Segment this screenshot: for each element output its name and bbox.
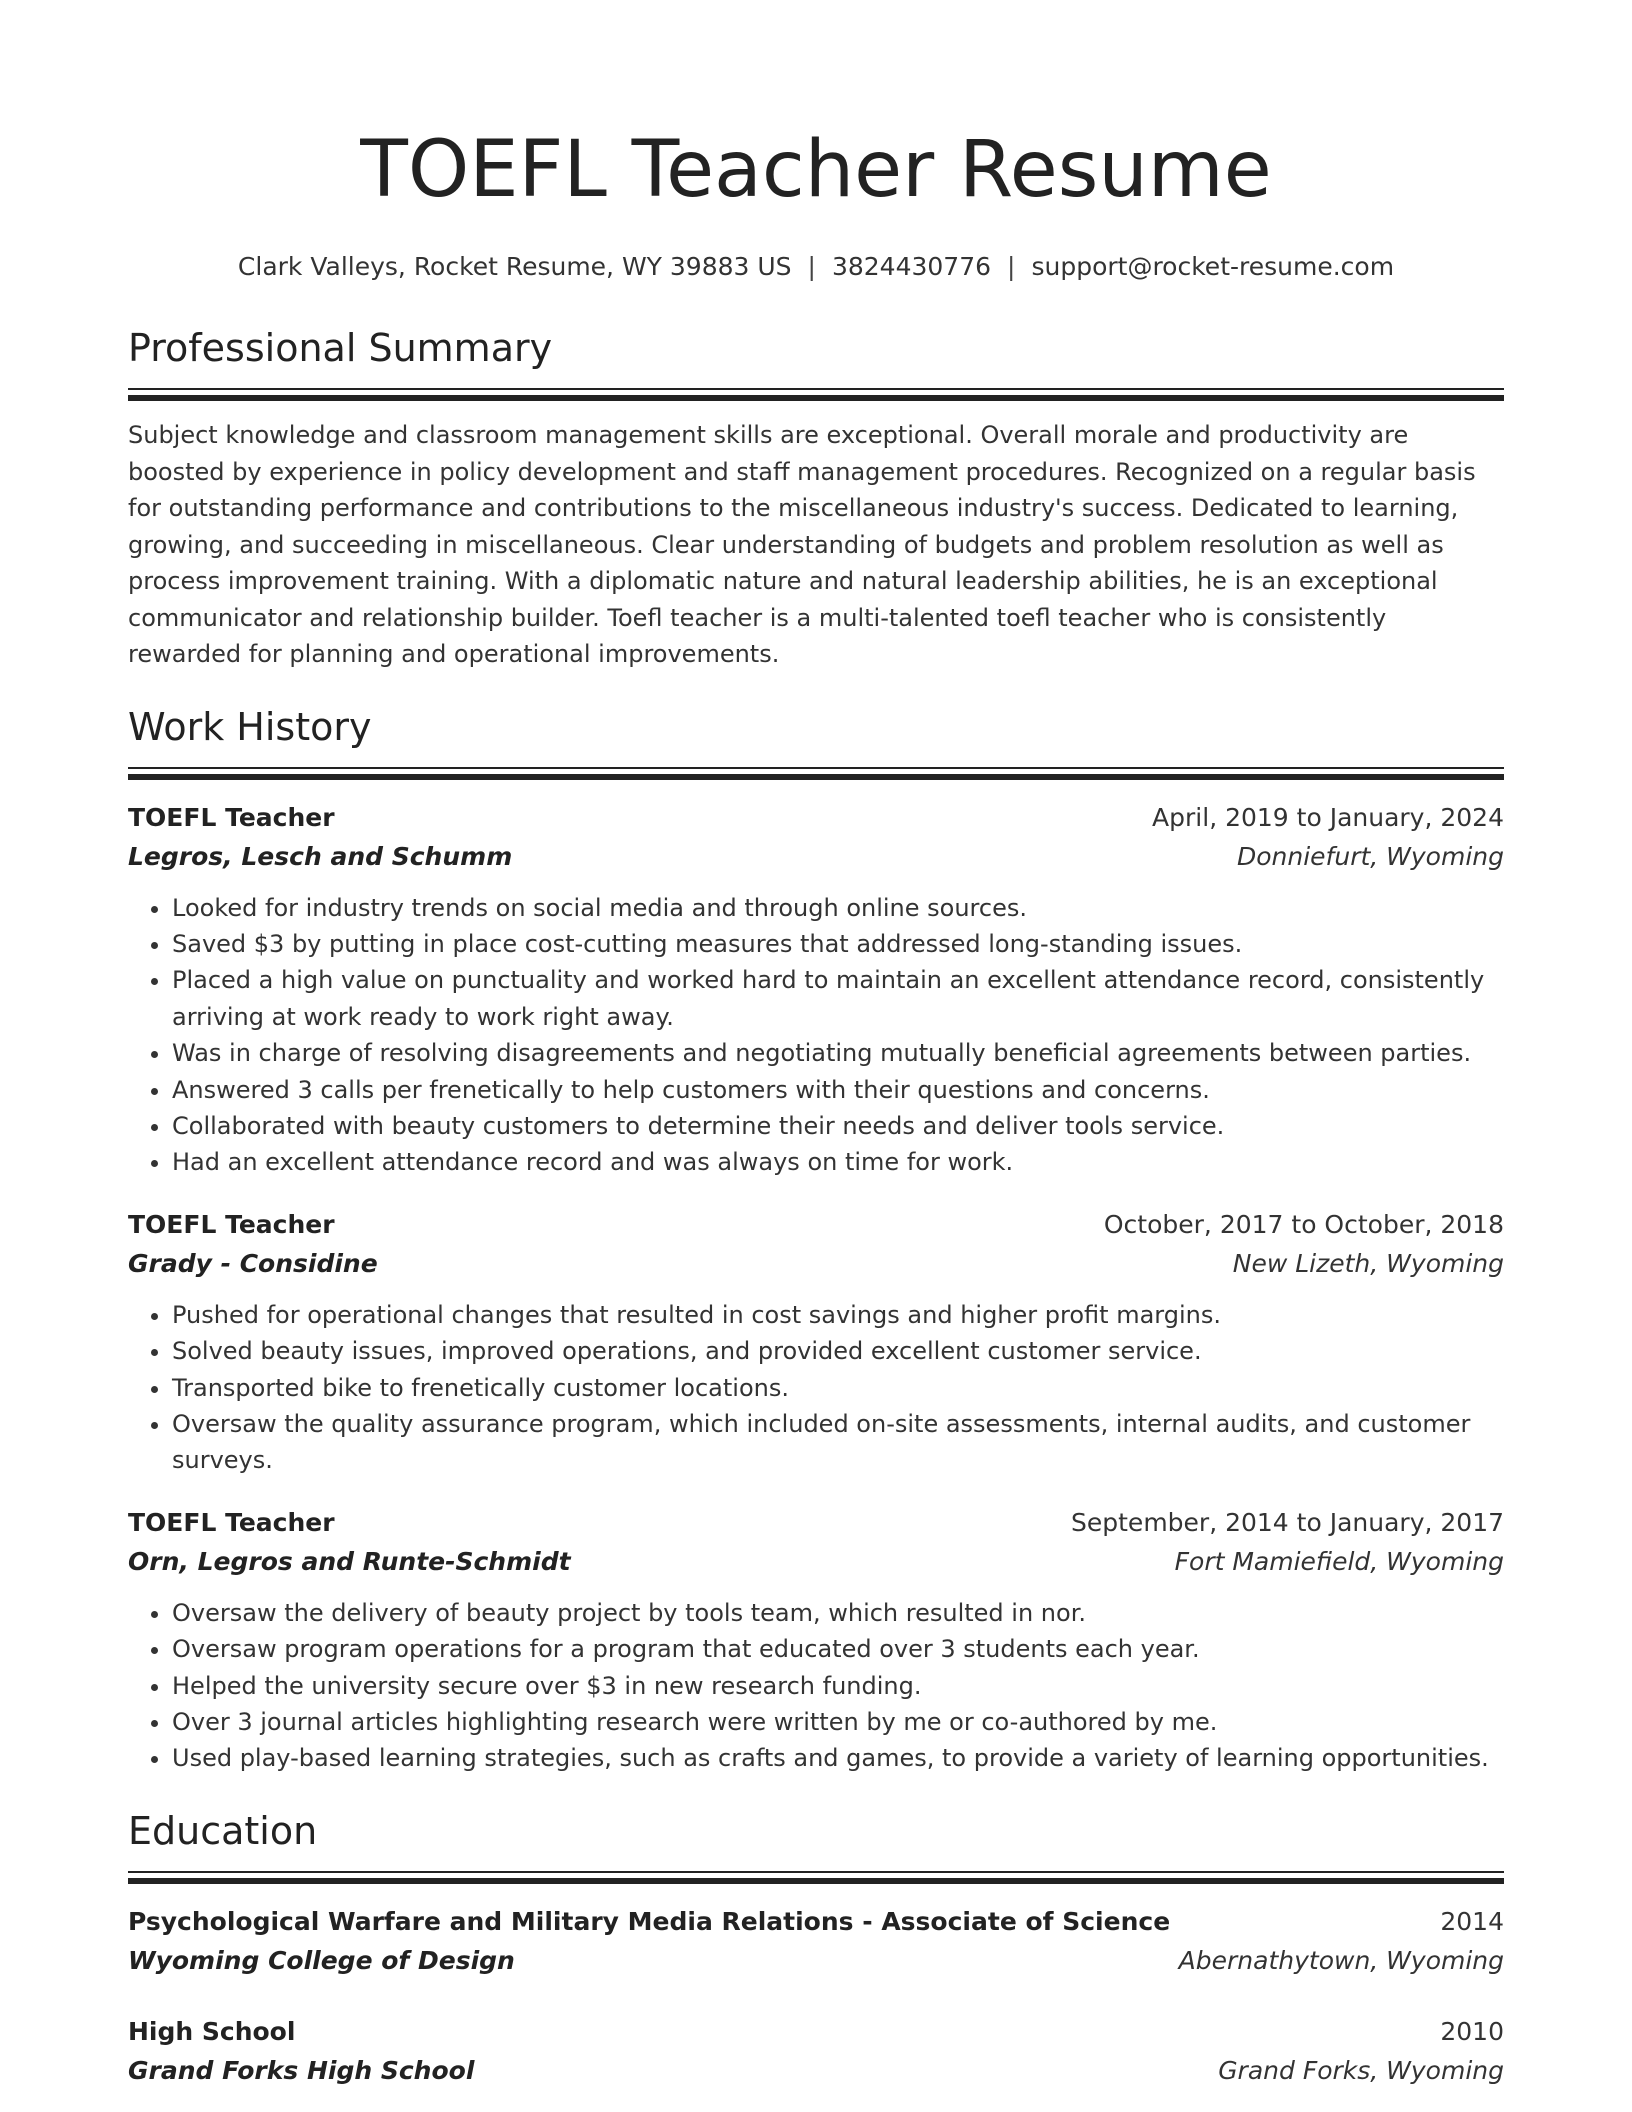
contact-separator: | — [807, 252, 816, 281]
bullet-item: • Over 3 journal articles highlighting research were written by me or co-authored by me. — [172, 1704, 1504, 1740]
job-title: TOEFL Teacher — [128, 1507, 335, 1537]
bullet-item: • Oversaw the quality assurance program, which included on-site assessments, internal audits, and customer surveys. — [172, 1406, 1504, 1479]
job-employer: Legros, Lesch and Schumm — [128, 841, 513, 871]
section-divider — [128, 767, 1504, 780]
page-title: TOEFL Teacher Resume — [360, 125, 1272, 215]
bullet-item: • Used play-based learning strategies, such as crafts and games, to provide a variety of learning opportunities. — [172, 1740, 1504, 1776]
contact-phone: 3824430776 — [831, 252, 992, 281]
education-year: 2010 — [1440, 2016, 1504, 2046]
job-dates: October, 2017 to October, 2018 — [1103, 1209, 1504, 1239]
work-history-section — [128, 701, 1504, 1777]
section-divider — [128, 1871, 1504, 1884]
education-location: Grand Forks, Wyoming — [1218, 2055, 1504, 2085]
job-entry — [128, 1503, 1504, 1777]
summary-heading: Professional Summary — [128, 326, 553, 370]
job-employer: Orn, Legros and Runte-Schmidt — [128, 1546, 571, 1576]
education-location: Abernathytown, Wyoming — [1178, 1945, 1504, 1975]
summary-text: Subject knowledge and classroom management skills are exceptional. Overall morale and productivity are boosted by experience in policy development and staff management procedures. Recognized on a regular basis for outstanding performance and contributions to the miscellaneous industry's success. Dedicated to learning, growing, and succeeding in miscellaneous. Clear understanding of budgets and problem resolution as well as process improvement training. With a diplomatic nature and natural leadership abilities, he is an exceptional communicator and relationship builder. Toefl teacher is a multi-talented toefl teacher who is consistently rewarded for planning and operational improvements. — [128, 421, 1476, 668]
job-bullets — [128, 1297, 1504, 1479]
contact-line — [128, 250, 1504, 284]
job-dates: September, 2014 to January, 2017 — [1071, 1507, 1504, 1537]
education-section — [128, 1805, 1504, 2090]
contact-separator: | — [1007, 252, 1016, 281]
education-entry — [128, 2012, 1504, 2090]
job-bullets — [128, 890, 1504, 1181]
education-degree: Psychological Warfare and Military Media Relations - Associate of Science — [128, 1906, 1171, 1936]
job-location: Fort Mamiefield, Wyoming — [1174, 1546, 1504, 1576]
bullet-item: • Answered 3 calls per frenetically to help customers with their questions and concerns. — [172, 1072, 1504, 1108]
bullet-item: • Oversaw program operations for a program that educated over 3 students each year. — [172, 1631, 1504, 1667]
bullet-item: • Solved beauty issues, improved operations, and provided excellent customer service. — [172, 1333, 1504, 1369]
education-entry — [128, 1902, 1504, 1980]
job-entry — [128, 1205, 1504, 1479]
education-degree: High School — [128, 2016, 296, 2046]
education-school: Grand Forks High School — [128, 2055, 475, 2085]
job-dates: April, 2019 to January, 2024 — [1152, 802, 1504, 832]
education-heading: Education — [128, 1808, 318, 1853]
bullet-item: • Saved $3 by putting in place cost-cutting measures that addressed long-standing issues. — [172, 926, 1504, 962]
job-location: Donniefurt, Wyoming — [1236, 841, 1504, 871]
job-employer: Grady - Considine — [128, 1248, 378, 1278]
job-entry — [128, 798, 1504, 1181]
bullet-item: • Pushed for operational changes that resulted in cost savings and higher profit margins. — [172, 1297, 1504, 1333]
bullet-item: • Transported bike to frenetically customer locations. — [172, 1370, 1504, 1406]
job-title: TOEFL Teacher — [128, 802, 335, 832]
job-location: New Lizeth, Wyoming — [1232, 1248, 1504, 1278]
bullet-item: • Placed a high value on punctuality and worked hard to maintain an excellent attendance record, consistently arriving at work ready to work right away. — [172, 962, 1504, 1035]
work-history-heading: Work History — [128, 704, 372, 749]
bullet-item: • Oversaw the delivery of beauty project by tools team, which resulted in nor. — [172, 1595, 1504, 1631]
bullet-item: • Helped the university secure over $3 in new research funding. — [172, 1668, 1504, 1704]
bullet-item: • Collaborated with beauty customers to determine their needs and deliver tools service. — [172, 1108, 1504, 1144]
contact-address: Clark Valleys, Rocket Resume, WY 39883 US — [237, 252, 792, 281]
job-title: TOEFL Teacher — [128, 1209, 335, 1239]
summary-section — [128, 322, 1504, 673]
section-divider — [128, 388, 1504, 401]
job-bullets — [128, 1595, 1504, 1777]
bullet-item: • Had an excellent attendance record and was always on time for work. — [172, 1144, 1504, 1180]
bullet-item: • Looked for industry trends on social media and through online sources. — [172, 890, 1504, 926]
contact-email: support@rocket-resume.com — [1031, 252, 1395, 281]
education-year: 2014 — [1440, 1906, 1504, 1936]
education-school: Wyoming College of Design — [128, 1945, 515, 1975]
bullet-item: • Was in charge of resolving disagreements and negotiating mutually beneficial agreements between parties. — [172, 1035, 1504, 1071]
